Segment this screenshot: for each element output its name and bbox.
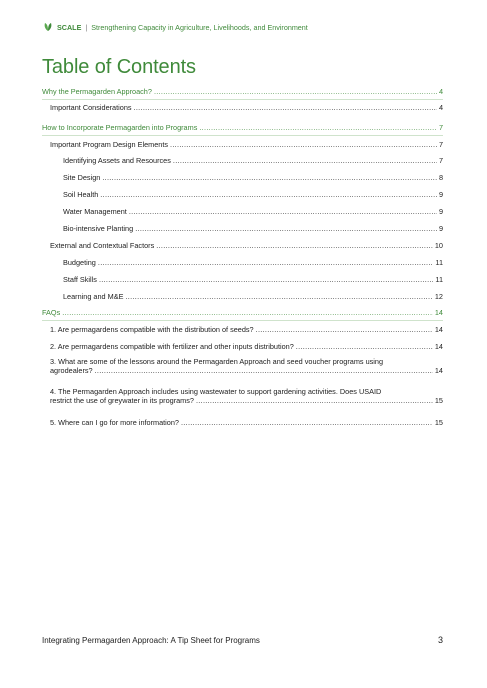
toc-entry-faq-1[interactable] xyxy=(42,325,443,334)
toc-entry-site-design[interactable] xyxy=(42,173,443,182)
toc-entry-page: 4 xyxy=(438,103,443,112)
toc-entry-page: 15 xyxy=(434,418,443,427)
toc-leader xyxy=(62,308,433,317)
toc-leader xyxy=(129,207,437,216)
toc-entry-assets-resources[interactable] xyxy=(42,156,443,165)
toc-entry-page: 12 xyxy=(434,292,443,301)
header-tagline: Strengthening Capacity in Agriculture, Livelihoods, and Environment xyxy=(91,22,308,32)
toc-entry-text: 2. Are permagardens compatible with fertilizer and other inputs distribution? xyxy=(50,342,294,351)
toc-entry-page: 4 xyxy=(438,87,443,96)
toc-entry-page: 10 xyxy=(434,241,443,250)
toc-entry-text: Identifying Assets and Resources xyxy=(63,156,171,165)
toc-leader xyxy=(296,342,433,351)
toc-entry-line2 xyxy=(50,366,443,375)
toc-entry-text: Important Program Design Elements xyxy=(50,140,169,149)
toc-entry-important-considerations[interactable] xyxy=(42,103,443,112)
toc-entry-text-line2: agrodealers? xyxy=(50,366,93,375)
header-separator: | xyxy=(85,22,88,32)
toc-divider xyxy=(42,135,443,136)
toc-entry-text: Bio-intensive Planting xyxy=(63,224,134,233)
toc-leader xyxy=(100,190,437,199)
toc-leader xyxy=(154,87,437,96)
toc-entry-text: External and Contextual Factors xyxy=(50,241,155,250)
toc-leader xyxy=(181,418,433,427)
toc-entry-text: 1. Are permagardens compatible with the distribution of seeds? xyxy=(50,325,254,334)
toc-entry-faq-4[interactable] xyxy=(42,387,443,405)
page-footer: Integrating Permagarden Approach: A Tip Sheet for Programs xyxy=(42,636,260,645)
toc-entry-page: 7 xyxy=(438,156,443,165)
toc-leader xyxy=(199,123,437,132)
toc-entry-text: Soil Health xyxy=(63,190,99,199)
toc-entry-external-factors[interactable] xyxy=(42,241,443,250)
toc-entry-page: 14 xyxy=(434,342,443,351)
toc-leader xyxy=(156,241,433,250)
page-title: Table of Contents xyxy=(42,56,196,78)
toc-entry-page: 14 xyxy=(434,325,443,334)
toc-entry-text: Staff Skills xyxy=(63,275,97,284)
toc-leader xyxy=(134,103,437,112)
toc-entry-page: 8 xyxy=(438,173,443,182)
toc-entry-staff-skills[interactable] xyxy=(42,275,443,284)
toc-entry-why-permagarden[interactable] xyxy=(42,87,443,96)
toc-entry-program-design-elements[interactable] xyxy=(42,140,443,149)
toc-entry-budgeting[interactable] xyxy=(42,258,443,267)
toc-entry-faq-2[interactable] xyxy=(42,342,443,351)
toc-entry-text: FAQs xyxy=(42,308,61,317)
toc-divider xyxy=(42,99,443,100)
toc-entry-text: Site Design xyxy=(63,173,101,182)
toc-entry-page: 14 xyxy=(434,366,443,375)
toc-entry-page: 9 xyxy=(438,207,443,216)
toc-entry-bio-intensive-planting[interactable] xyxy=(42,224,443,233)
toc-leader xyxy=(125,292,432,301)
toc-entry-page: 11 xyxy=(435,258,443,267)
toc-leader xyxy=(95,366,433,375)
toc-entry-soil-health[interactable] xyxy=(42,190,443,199)
toc-leader xyxy=(173,156,437,165)
toc-leader xyxy=(102,173,437,182)
toc-entry-text: Budgeting xyxy=(63,258,96,267)
toc-entry-page: 14 xyxy=(434,308,443,317)
toc-divider xyxy=(42,320,443,321)
toc-entry-text: Why the Permagarden Approach? xyxy=(42,87,152,96)
toc-entry-learning-me[interactable] xyxy=(42,292,443,301)
toc-entry-page: 9 xyxy=(438,224,443,233)
toc-entry-text-line2: restrict the use of greywater in its programs? xyxy=(50,396,194,405)
toc-entry-water-management[interactable] xyxy=(42,207,443,216)
toc-entry-page: 11 xyxy=(435,275,443,284)
toc-entry-page: 9 xyxy=(438,190,443,199)
toc-entry-faq-5[interactable] xyxy=(42,418,443,427)
toc-entry-faqs[interactable] xyxy=(42,308,443,317)
brand-name: SCALE xyxy=(57,22,82,32)
toc-leader xyxy=(256,325,433,334)
toc-entry-text: Water Management xyxy=(63,207,127,216)
leaf-logo-icon xyxy=(43,22,53,32)
toc-leader xyxy=(98,258,434,267)
toc-entry-page: 7 xyxy=(438,140,443,149)
toc-entry-how-to-incorporate[interactable] xyxy=(42,123,443,132)
toc-entry-text: Important Considerations xyxy=(50,103,132,112)
toc-entry-text: Learning and M&E xyxy=(63,292,124,301)
toc-leader xyxy=(170,140,437,149)
toc-entry-faq-3[interactable] xyxy=(42,357,443,375)
toc-entry-text: How to Incorporate Permagarden into Programs xyxy=(42,123,198,132)
page-number: 3 xyxy=(437,635,443,645)
toc-entry-page: 15 xyxy=(434,396,443,405)
toc-entry-text-line1: 4. The Permagarden Approach includes using wastewater to support gardening activities. Does USAID xyxy=(50,387,382,396)
toc-leader xyxy=(99,275,433,284)
toc-leader xyxy=(135,224,437,233)
toc-leader xyxy=(196,396,433,405)
toc-entry-text: 5. Where can I go for more information? xyxy=(50,418,179,427)
toc-entry-line2 xyxy=(50,396,443,405)
toc-entry-page: 7 xyxy=(438,123,443,132)
toc-entry-text-line1: 3. What are some of the lessons around the Permagarden Approach and seed voucher programs using xyxy=(50,357,384,366)
page-header xyxy=(43,22,308,32)
